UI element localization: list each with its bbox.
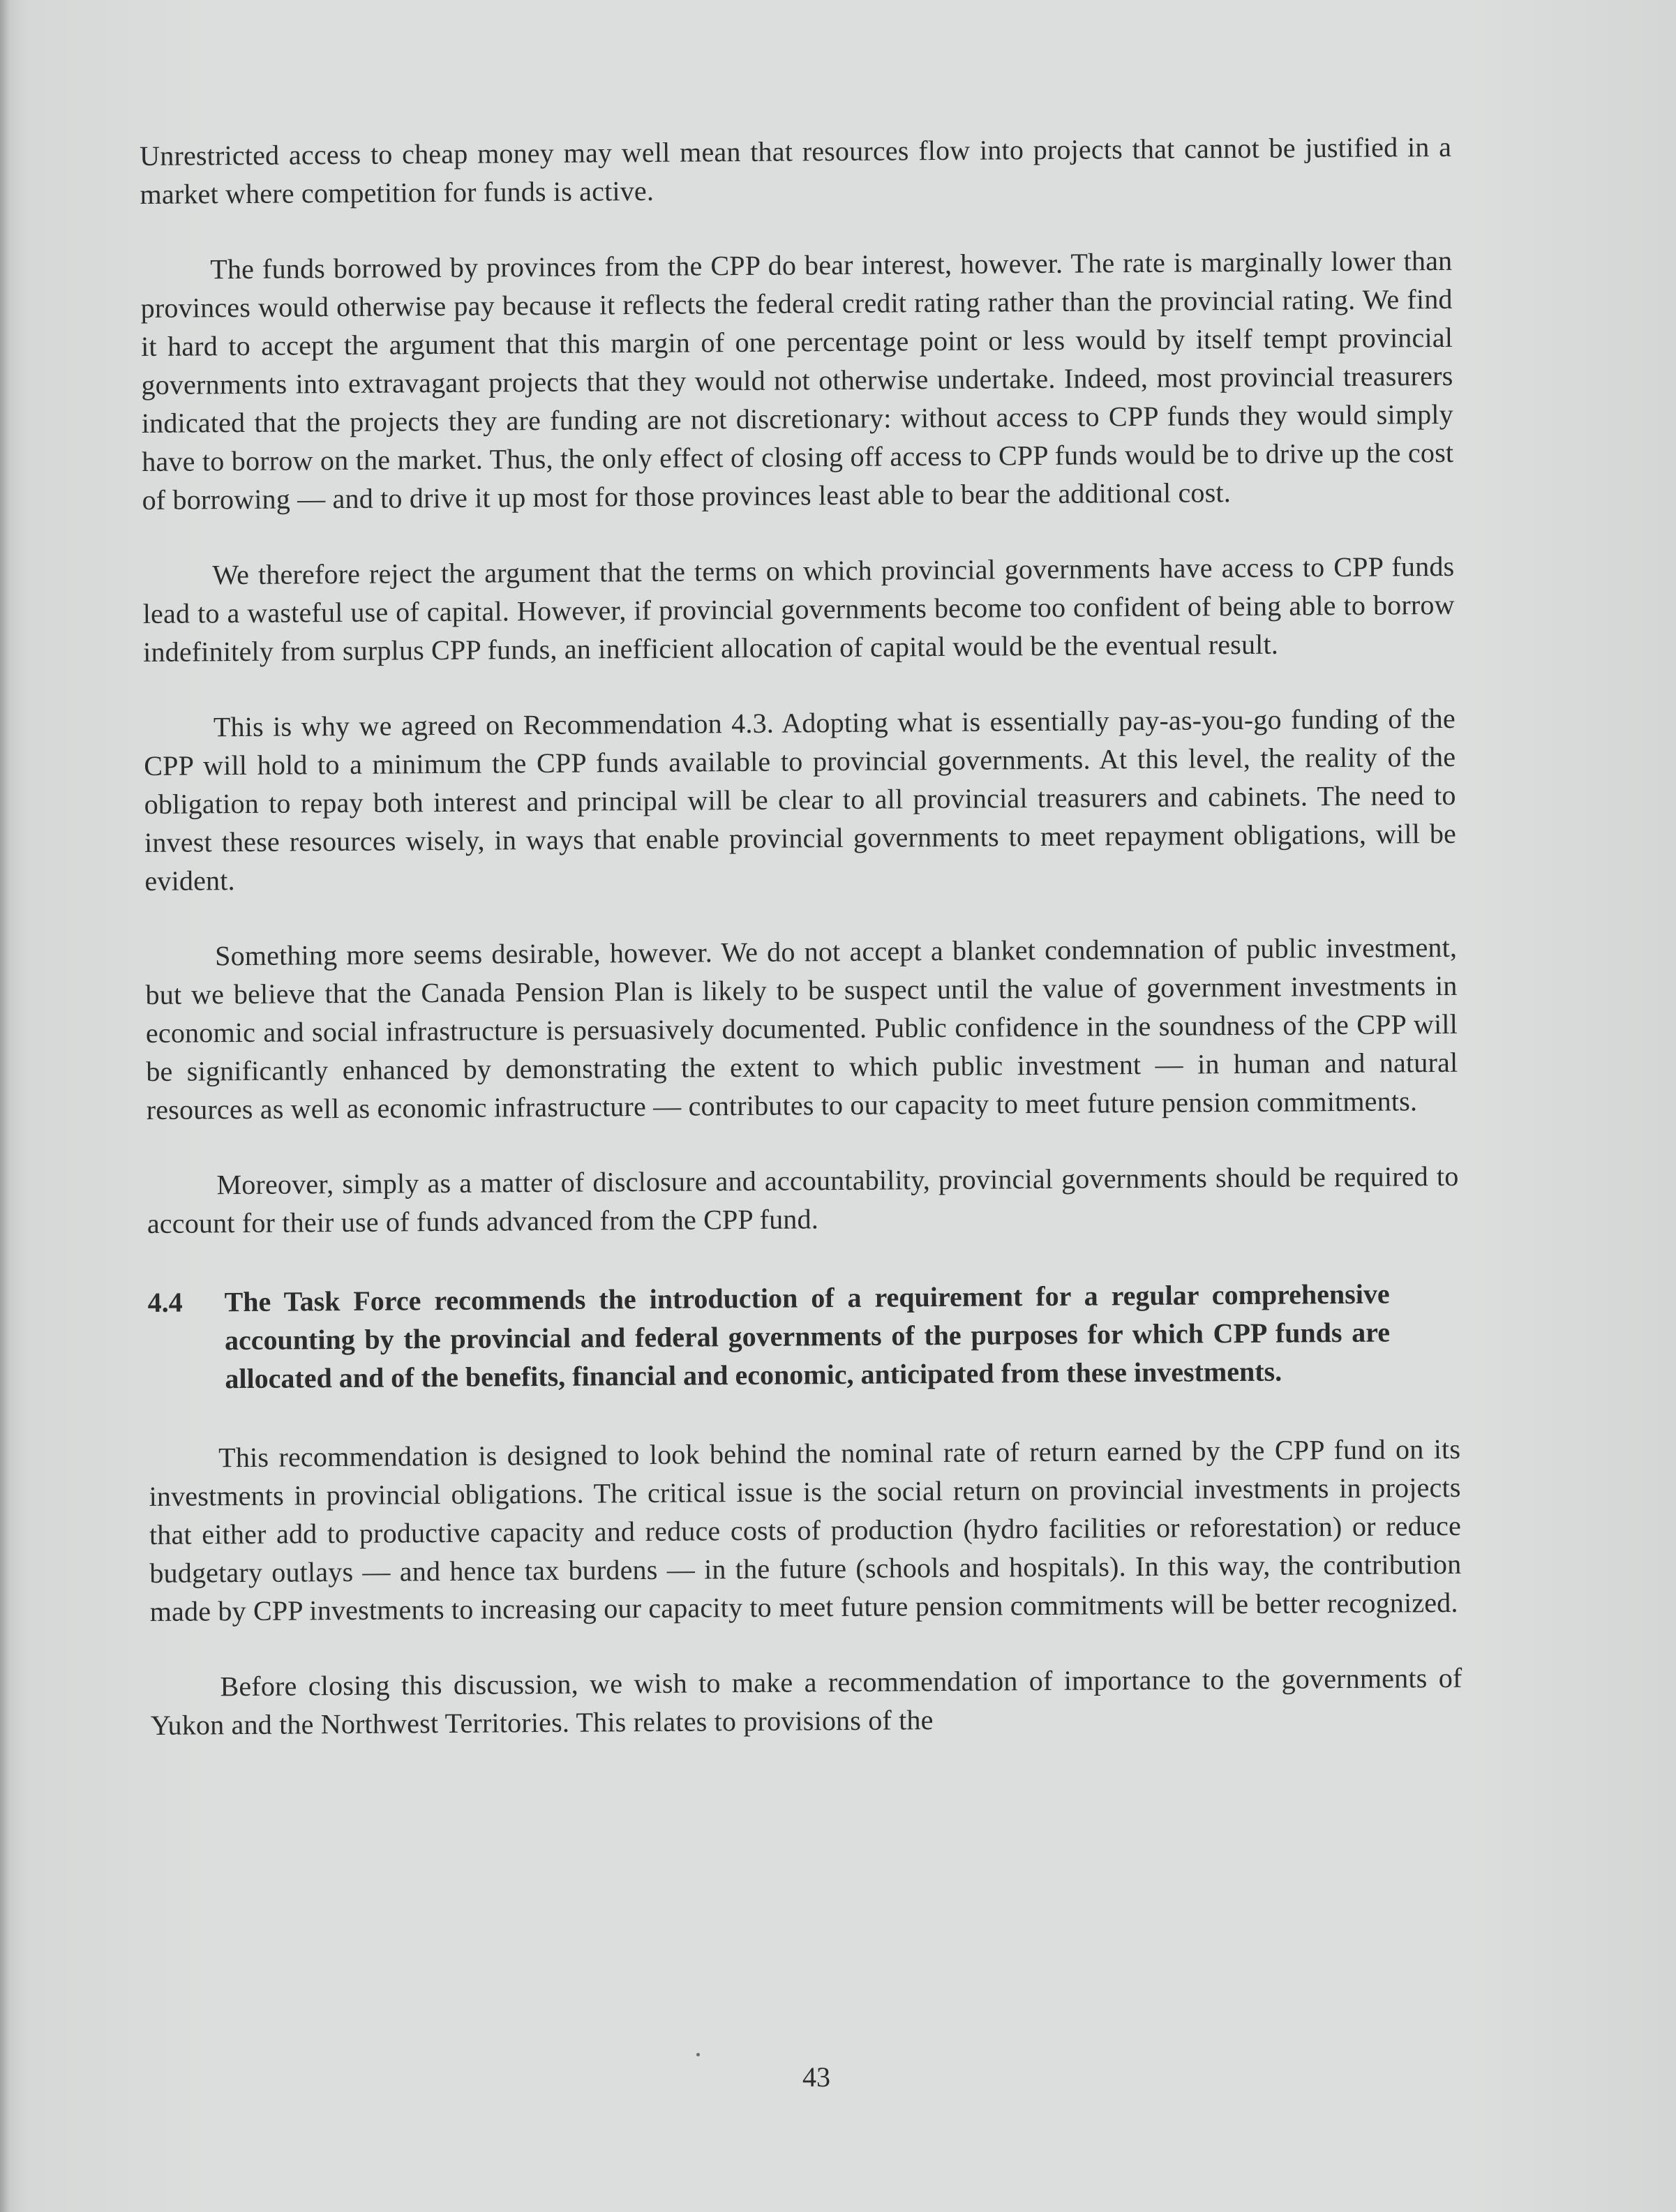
body-text <box>140 128 1462 1744</box>
paragraph-reject-argument: We therefore reject the argument that the terms on which provincial governments have access to CPP funds lead to a wasteful use of capital. However, if provincial governments become too confident of being able to borrow indefinitely from surplus CPP funds, an inefficient allocation of capital would be the eventual result. <box>142 550 1455 668</box>
paragraph-cheap-money: Unrestricted access to cheap money may well mean that resources flow into projects that cannot be justified in a market where competition for funds is active. <box>140 130 1452 210</box>
page-number: 43 <box>802 2061 830 2093</box>
recommendation-number: 4.4 <box>147 1286 183 1318</box>
paragraph-recommendation-4-3: This is why we agreed on Recommendation 4.3. Adopting what is essentially pay-as-you-go funding of the CPP will hold to a minimum the CPP funds available to provincial governments. At this level, the reality of the obligation to repay both interest and principal will be clear to all provincial treasurers and cabinets. The need to invest these resources wisely, in ways that enable provincial governments to meet repayment obligations, will be evident. <box>144 702 1457 897</box>
paragraph-recommendation-explanation: This recommendation is designed to look behind the nominal rate of return earned by the CPP fund on its investments in provincial obligations. The critical issue is the social return on provincial investments in projects that either add to productive capacity and reduce costs of production (hydro facilities or reforestation) or reduce budgetary outlays — and hence tax burdens — in the future (schools and hospitals). In this way, the contribution made by CPP investments to increasing our capacity to meet future pension commitments will be better recognized. <box>149 1433 1462 1627</box>
paper-speck <box>696 2053 700 2056</box>
page-binding-edge <box>0 0 10 2212</box>
paragraph-disclosure: Moreover, simply as a matter of disclosure and accountability, provincial governments should be required to account for their use of funds advanced from the CPP fund. <box>147 1160 1459 1239</box>
recommendation-text: The Task Force recommends the introduction of a requirement for a regular comprehensive accounting by the provincial and federal governments of the purposes for which CPP funds are allocated and of the benefits, financial and economic, anticipated from these investments. <box>224 1278 1391 1395</box>
paragraph-closing-discussion: Before closing this discussion, we wish to make a recommendation of importance to the governments of Yukon and the Northwest Territories. This relates to provisions of the <box>150 1661 1462 1741</box>
recommendation-block <box>147 1274 1460 1398</box>
paragraph-interest: The funds borrowed by provinces from the CPP do bear interest, however. The rate is marginally lower than provinces would otherwise pay because it reflects the federal credit rating rather than the provincial rating. We find it hard to accept the argument that this margin of one percentage point or less would by itself tempt provincial governments into extravagant projects that they would not otherwise undertake. Indeed, most provincial treasurers indicated that the projects they are funding are not discretionary: without access to CPP funds they would simply have to borrow on the market. Thus, the only effect of closing off access to CPP funds would be to drive up the cost of borrowing — and to drive it up most for those provinces least able to bear the additional cost. <box>140 244 1454 516</box>
paragraph-something-more: Something more seems desirable, however. We do not accept a blanket condemnation of public investment, but we believe that the Canada Pension Plan is likely to be suspect until the value of government investments in economic and social infrastructure is persuasively documented. Public confidence in the soundness of the CPP will be significantly enhanced by demonstrating the extent to which public investment — in human and natural resources as well as economic infrastructure — contributes to our capacity to meet future pension commitments. <box>145 931 1458 1126</box>
